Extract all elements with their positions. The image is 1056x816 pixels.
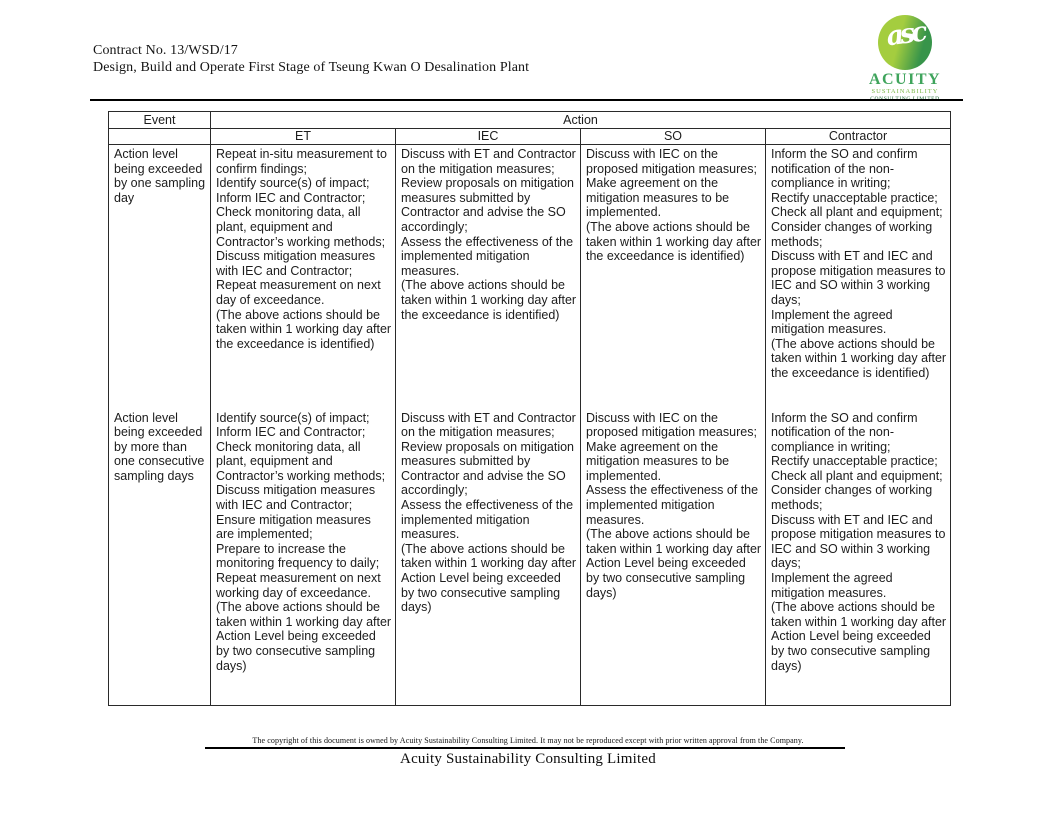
iec-action-cell (396, 145, 581, 409)
column-header-contractor: Contractor (766, 129, 951, 145)
contract-number: Contract No. 13/WSD/17 (93, 43, 238, 58)
action-item: Discuss with ET and IEC and propose mitigation measures to IEC and SO within 3 working days; (771, 512, 946, 571)
action-item: Inform the SO and confirm notification of the non-compliance in writing; (771, 410, 918, 454)
action-item: Inform the SO and confirm notification of the non-compliance in writing; (771, 147, 918, 191)
action-item: Identify source(s) of impact; (216, 176, 370, 191)
action-item: Ensure mitigation measures are implemented; (216, 512, 371, 542)
action-item: Consider changes of working methods; (771, 219, 933, 249)
action-item: Check monitoring data, all plant, equipment and Contractor’s working methods; (216, 439, 386, 483)
action-item: Implement the agreed mitigation measures. (771, 307, 893, 337)
contractor-action-cell (766, 145, 951, 409)
action-item: Discuss mitigation measures with IEC and Contractor; (216, 249, 376, 278)
action-item: Review proposals on mitigation measures submitted by Contractor and advise the SO accordingly; (401, 176, 575, 234)
action-item: Discuss with ET and Contractor on the mitigation measures; (401, 147, 576, 176)
event-cell: Action level being exceeded by more than one consecutive sampling days (109, 409, 211, 706)
et-action-cell (211, 409, 396, 706)
action-item: (The above actions should be taken within 1 working day after the exceedance is identified) (771, 336, 947, 380)
project-title: Design, Build and Operate First Stage of Tseung Kwan O Desalination Plant (93, 60, 530, 75)
action-item: Inform IEC and Contractor; (216, 425, 366, 440)
action-item: (The above actions should be taken within 1 working day after Action Level being exceeded by two consecutive sampling days) (586, 527, 762, 600)
action-item: Prepare to increase the monitoring frequency to daily; (216, 541, 380, 571)
event-cell: Action level being exceeded by one sampling day (109, 145, 211, 409)
action-item: Repeat measurement on next working day of exceedance. (216, 571, 381, 600)
column-header-et: ET (211, 129, 396, 145)
so-action-cell (581, 409, 766, 706)
column-header-iec: IEC (396, 129, 581, 145)
action-item: Check monitoring data, all plant, equipment and Contractor’s working methods; (216, 205, 386, 249)
action-item: Make agreement on the mitigation measures to be implemented. (586, 439, 730, 483)
action-item: Rectify unacceptable practice; (771, 454, 938, 469)
logo-company-name: ACUITY (868, 71, 942, 88)
contractor-action-cell (766, 409, 951, 706)
action-item: Identify source(s) of impact; (216, 410, 370, 425)
copyright-notice: The copyright of this document is owned by Acuity Sustainability Consulting Limited. It may not be reproduced except with prior written approval from the Company. (252, 736, 804, 745)
column-header-empty (109, 129, 211, 145)
action-item: Consider changes of working methods; (771, 483, 933, 513)
action-item: Rectify unacceptable practice; (771, 190, 938, 205)
document-header (93, 42, 529, 76)
table-header (109, 112, 951, 145)
header-divider (90, 99, 963, 101)
action-item: Review proposals on mitigation measures submitted by Contractor and advise the SO accordingly; (401, 439, 575, 498)
action-item: (The above actions should be taken within 1 working day after Action Level being exceeded by two consecutive sampling days) (401, 541, 577, 615)
logo-monogram: asc (884, 16, 926, 53)
table-body (109, 145, 951, 706)
action-item: Repeat in-situ measurement to confirm findings; (216, 147, 387, 176)
iec-action-cell (396, 409, 581, 706)
action-item: (The above actions should be taken within 1 working day after Action Level being exceeded by two consecutive sampling days) (771, 600, 947, 673)
action-table (108, 111, 951, 706)
action-item: Assess the effectiveness of the implemented mitigation measures. (401, 234, 574, 278)
column-header-action: Action (211, 112, 951, 129)
column-header-event: Event (109, 112, 211, 129)
action-item: Discuss with ET and IEC and propose mitigation measures to IEC and SO within 3 working days; (771, 249, 946, 307)
action-item: (The above actions should be taken within 1 working day after the exceedance is identified) (586, 219, 762, 264)
action-item: (The above actions should be taken within 1 working day after the exceedance is identified) (216, 307, 392, 351)
action-item: Repeat measurement on next day of exceedance. (216, 278, 381, 307)
action-item: Discuss with ET and Contractor on the mitigation measures; (401, 410, 576, 440)
action-item: Check all plant and equipment; (771, 205, 943, 220)
table-row (109, 409, 951, 706)
action-item: Check all plant and equipment; (771, 468, 943, 483)
action-item: (The above actions should be taken within 1 working day after the exceedance is identified) (401, 278, 577, 322)
footer-company-name: Acuity Sustainability Consulting Limited (400, 751, 656, 767)
so-action-cell (581, 145, 766, 409)
action-item: Discuss mitigation measures with IEC and Contractor; (216, 483, 376, 513)
action-item: Assess the effectiveness of the implemented mitigation measures. (586, 483, 759, 527)
action-item: (The above actions should be taken within 1 working day after Action Level being exceeded by two consecutive sampling days) (216, 600, 392, 673)
footer-divider (205, 747, 845, 749)
table-row (109, 145, 951, 409)
logo-circle-icon (878, 15, 932, 70)
action-item: Implement the agreed mitigation measures. (771, 571, 893, 600)
action-item: Assess the effectiveness of the implemented mitigation measures. (401, 498, 574, 542)
et-action-cell (211, 145, 396, 409)
column-header-so: SO (581, 129, 766, 145)
action-item: Inform IEC and Contractor; (216, 190, 366, 205)
action-item: Make agreement on the mitigation measures to be implemented. (586, 176, 730, 220)
action-item: Discuss with IEC on the proposed mitigation measures; (586, 410, 757, 440)
company-logo (861, 15, 949, 103)
table-header-row-2 (109, 129, 951, 145)
table-header-row-1 (109, 112, 951, 129)
action-item: Discuss with IEC on the proposed mitigation measures; (586, 147, 757, 176)
logo-tagline-sustainability: SUSTAINABILITY (871, 88, 939, 95)
